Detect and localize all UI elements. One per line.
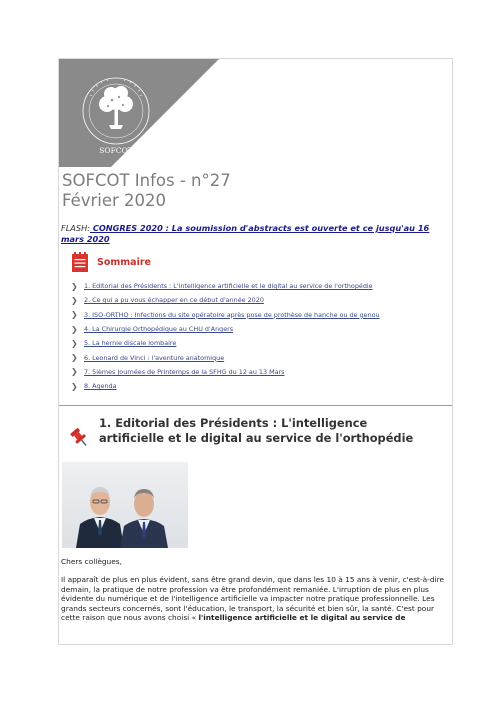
chevron-right-icon: ❯ bbox=[71, 353, 78, 363]
toc-item[interactable] bbox=[67, 293, 447, 307]
toc-list bbox=[67, 279, 447, 393]
flash-banner bbox=[61, 223, 451, 245]
section-1-header bbox=[67, 416, 447, 448]
section-divider bbox=[59, 405, 453, 406]
toc-item[interactable] bbox=[67, 350, 447, 364]
flash-congres-link[interactable]: CONGRES 2020 : La soumission d'abstracts est ouverte et ce jusqu'au 16 mars 2020 bbox=[61, 223, 430, 244]
toc-link-7[interactable]: 7. 5ièmes Journées de Printemps de la SFHG du 12 au 13 Mars bbox=[84, 367, 285, 376]
toc-link-8[interactable]: 8. Agenda bbox=[84, 382, 117, 391]
toc-item[interactable] bbox=[67, 279, 447, 293]
toc-link-6[interactable]: 6. Leonard de Vinci : l'aventure anatomique bbox=[84, 353, 225, 362]
toc-item[interactable] bbox=[67, 322, 447, 336]
chevron-right-icon: ❯ bbox=[71, 324, 78, 334]
toc-title: Sommaire bbox=[97, 256, 151, 268]
toc-link-1[interactable]: 1. Editorial des Présidents : L'intelligence artificielle et le digital au service de l'orthopédie bbox=[84, 282, 373, 291]
chevron-right-icon: ❯ bbox=[71, 381, 78, 391]
title-line-2: Février 2020 bbox=[62, 191, 167, 210]
page-title bbox=[62, 171, 362, 211]
toc-link-3[interactable]: 3. ISO-ORTHO : Infections du site opératoire après pose de prothèse de hanche ou de genou bbox=[84, 310, 380, 319]
toc-link-4[interactable]: 4. La Chirurgie Orthopédique au CHU d'Angers bbox=[84, 325, 234, 334]
notepad-icon bbox=[72, 252, 88, 272]
toc-item[interactable] bbox=[67, 308, 447, 322]
title-line-1: SOFCOT Infos - n°27 bbox=[62, 171, 231, 190]
paragraph-text: Il apparaît de plus en plus évident, sans être grand devin, que dans les 10 à 15 ans à venir, c'est-à-dire demain, la pratique de notre profession va être profondément remaniée. L'irruption de plus en plus évidente du numérique et de l'intelligence artificielle va impacter notre pratique professionnelle. Les grands secteurs concernés, sont l'éducation, le transport, la sécurité et bien sûr, la santé. C'est pour cette raison que nous avons choisi « bbox=[61, 575, 444, 623]
newsletter-card bbox=[58, 58, 453, 645]
toc-header bbox=[67, 251, 447, 273]
table-of-contents bbox=[67, 251, 447, 393]
toc-link-2[interactable]: 2. Ce qui a pu vous échapper en ce début d'année 2020 bbox=[84, 296, 264, 305]
sofcot-logo bbox=[59, 59, 219, 167]
paragraph-emphasis: l'intelligence artificielle et le digital au service de bbox=[198, 613, 406, 623]
presidents-photo bbox=[62, 462, 188, 548]
chevron-right-icon: ❯ bbox=[71, 367, 78, 377]
chevron-right-icon: ❯ bbox=[71, 281, 78, 291]
section-1-title: 1. Editorial des Présidents : L'intelligence artificielle et le digital au service de l'orthopédie bbox=[99, 416, 414, 445]
chevron-right-icon: ❯ bbox=[71, 310, 78, 320]
toc-link-5[interactable]: 5. La hernie discale lombaire bbox=[84, 339, 177, 348]
toc-item[interactable] bbox=[67, 365, 447, 379]
logo-text: SOFCOT bbox=[99, 146, 133, 155]
editorial-body bbox=[61, 557, 451, 631]
editorial-paragraph bbox=[61, 575, 451, 622]
toc-item[interactable] bbox=[67, 336, 447, 350]
chevron-right-icon: ❯ bbox=[71, 295, 78, 305]
greeting-text: Chers collègues, bbox=[61, 557, 122, 566]
chevron-right-icon: ❯ bbox=[71, 338, 78, 348]
pushpin-icon bbox=[68, 426, 90, 448]
toc-item[interactable] bbox=[67, 379, 447, 393]
flash-label: FLASH: bbox=[61, 223, 90, 233]
